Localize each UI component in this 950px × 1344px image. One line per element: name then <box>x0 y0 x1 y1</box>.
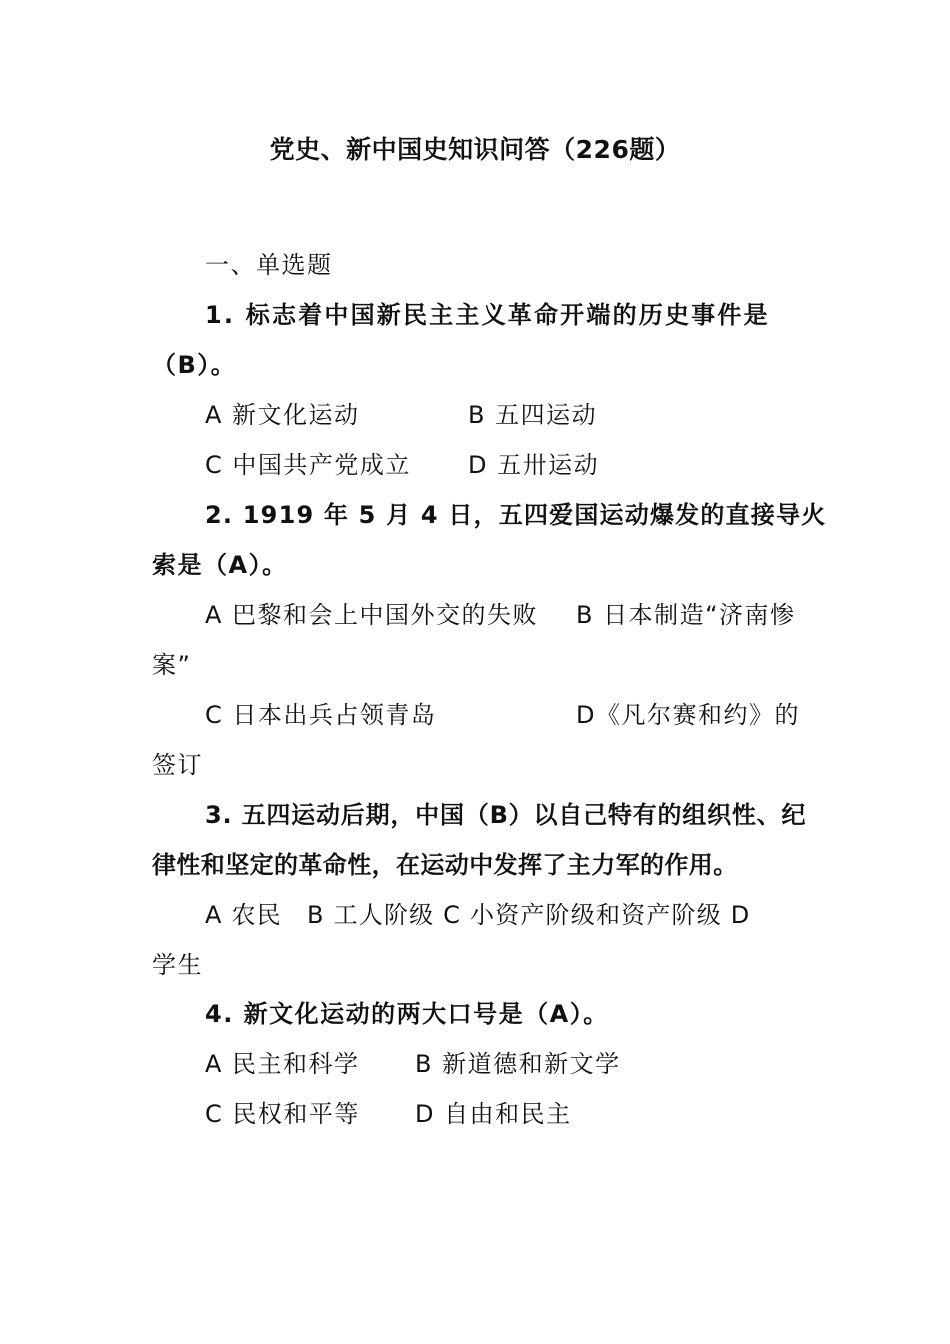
section-heading-text: 一、单选题 <box>205 251 333 279</box>
question-4-stem-text: 4. 新文化运动的两大口号是（A）。 <box>205 1000 609 1028</box>
question-4-option-c: C 民权和平等 <box>205 1100 360 1128</box>
question-1-stem-answer: （B）。 <box>152 351 237 379</box>
question-1-option-d: D 五卅运动 <box>468 451 600 479</box>
question-1-option-b: B 五四运动 <box>468 401 598 429</box>
question-4-option-b: B 新道德和新文学 <box>415 1050 621 1078</box>
question-2-option-a: A 巴黎和会上中国外交的失败 <box>205 601 539 629</box>
question-3-stem-text-continued: 律性和坚定的革命性，在运动中发挥了主力军的作用。 <box>152 851 738 879</box>
document-title: 党史、新中国史知识问答（226题） <box>269 135 681 164</box>
question-2-stem-answer: 索是（A）。 <box>152 551 288 579</box>
question-2-option-b: B 日本制造“济南惨 <box>576 601 796 629</box>
question-2-option-c: C 日本出兵占领青岛 <box>205 701 437 729</box>
question-1-option-c: C 中国共产党成立 <box>205 451 411 479</box>
question-3-stem-text: 3. 五四运动后期，中国（B）以自己特有的组织性、纪 <box>205 801 807 829</box>
question-4-option-a: A 民主和科学 <box>205 1050 360 1078</box>
question-2-option-d: D《凡尔赛和约》的 <box>576 701 800 729</box>
question-1-option-a: A 新文化运动 <box>205 401 360 429</box>
question-2-option-b-continued: 案” <box>152 651 192 679</box>
question-3-options: A 农民 B 工人阶级 C 小资产阶级和资产阶级 D <box>205 901 751 929</box>
question-1-stem-text: 1. 标志着中国新民主主义革命开端的历史事件是 <box>205 301 770 329</box>
question-4-option-d: D 自由和民主 <box>415 1100 572 1128</box>
question-2-stem-text: 2. 1919 年 5 月 4 日，五四爱国运动爆发的直接导火 <box>205 501 827 529</box>
question-2-option-d-continued: 签订 <box>152 751 203 779</box>
question-3-option-d-continued: 学生 <box>152 951 203 979</box>
